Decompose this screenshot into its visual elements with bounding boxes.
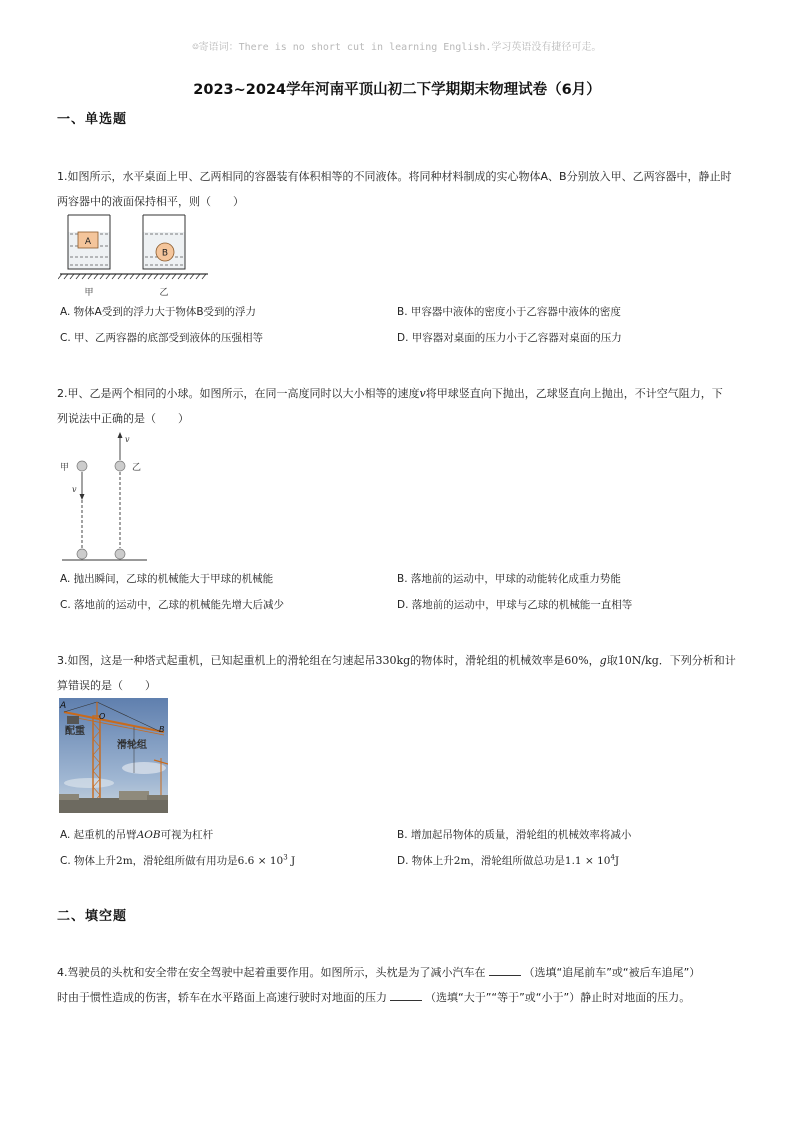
ball-yi-ground [115,549,125,559]
question-2-stem [57,381,742,431]
question-2-line1: 2.甲、乙是两个相同的小球。如图所示，在同一高度同时以大小相等的速度v将甲球竖直向下抛出，乙球竖直向上抛出，不计空气阻力，下 [57,387,723,400]
answer-blank-1[interactable] [489,964,521,976]
q1-option-a[interactable]: A. 物体A受到的浮力大于物体B受到的浮力 [60,306,257,318]
question-3-line2: 算错误的是（ ） [57,679,156,692]
label-pulley-block: 滑轮组 [117,740,147,751]
q3-option-c[interactable]: C. 物体上升2m，滑轮组所做有用功是$6.6 \times 10^3$ J [60,853,296,867]
label-yi: 乙 [159,288,169,298]
q1-option-c[interactable]: C. 甲、乙两容器的底部受到液体的压强相等 [60,332,264,344]
section-heading-fill-blank: 二、填空题 [57,909,128,924]
question-2-figure [57,430,157,564]
label-O: O [99,712,106,721]
label-counterweight: 配重 [65,726,85,737]
q2-option-d[interactable]: D. 落地前的运动中，甲球与乙球的机械能一直相等 [397,599,633,611]
section-heading-single-choice: 一、单选题 [57,112,128,127]
question-1-line1: 1.如图所示，水平桌面上甲、乙两相同的容器装有体积相等的不同液体。将同种材料制成的实心物体A、B分别放入甲、乙两容器中，静止时 [57,170,732,183]
watermark: ☺寄语词：There is no short cut in learning English.学习英语没有捷径可走。 [192,42,602,53]
velocity-label-down: v [72,485,77,494]
q1-option-d[interactable]: D. 甲容器对桌面的压力小于乙容器对桌面的压力 [397,332,622,344]
label-A: A [60,701,67,711]
label-B: B [159,725,165,734]
q3-option-b[interactable]: B. 增加起吊物体的质量，滑轮组的机械效率将减小 [397,829,632,841]
question-1-figure [58,212,218,302]
question-2-line2: 列说法中正确的是（ ） [57,412,189,425]
question-4-stem [57,960,742,1010]
q2-option-b[interactable]: B. 落地前的运动中，甲球的动能转化成重力势能 [397,573,621,585]
question-3-line1: 3.如图，这是一种塔式起重机，已知起重机上的滑轮组在匀速起吊330kg的物体时，滑轮组的机械效率是60%，g取10N/kg．下列分析和计 [57,654,736,667]
counterweight [67,716,79,724]
q1-option-b[interactable]: B. 甲容器中液体的密度小于乙容器中液体的密度 [397,306,621,318]
question-4-line2: 时由于惯性造成的伤害，轿车在水平路面上高速行驶时对地面的压力 （选填“大于”“等于”或“小于”）静止时对地面的压力。 [57,991,691,1004]
ground-buildings [59,798,168,813]
velocity-label-up: v [125,435,130,444]
label-jia: 甲 [60,463,70,473]
ball-yi-start [115,461,125,471]
ball-jia-start [77,461,87,471]
label-jia: 甲 [84,288,94,298]
q3-option-d[interactable]: D. 物体上升2m，滑轮组所做总功是$1.1 \times 10^4J$ [397,853,620,867]
question-4-line1: 4.驾驶员的头枕和安全带在安全驾驶中起着重要作用。如图所示，头枕是为了减小汽车在 （选填“追尾前车”或“被后车追尾”） [57,966,701,979]
block-a-label: A [84,237,92,247]
question-3-crane-photo [59,698,168,813]
label-yi: 乙 [132,463,142,473]
page-title: 2023~2024学年河南平顶山初二下学期期末物理试卷（6月） [193,82,601,98]
ball-b-label: B [161,248,169,259]
q2-option-c[interactable]: C. 落地前的运动中，乙球的机械能先增大后减少 [60,599,285,611]
answer-blank-2[interactable] [390,989,422,1001]
ball-jia-ground [77,549,87,559]
q2-option-a[interactable]: A. 抛出瞬间，乙球的机械能大于甲球的机械能 [60,573,274,585]
question-1-line2: 两容器中的液面保持相平，则（ ） [57,195,244,208]
question-1-stem [57,164,742,214]
question-3-stem [57,648,742,698]
q3-option-a[interactable]: A. 起重机的吊臂AOB可视为杠杆 [60,829,214,841]
